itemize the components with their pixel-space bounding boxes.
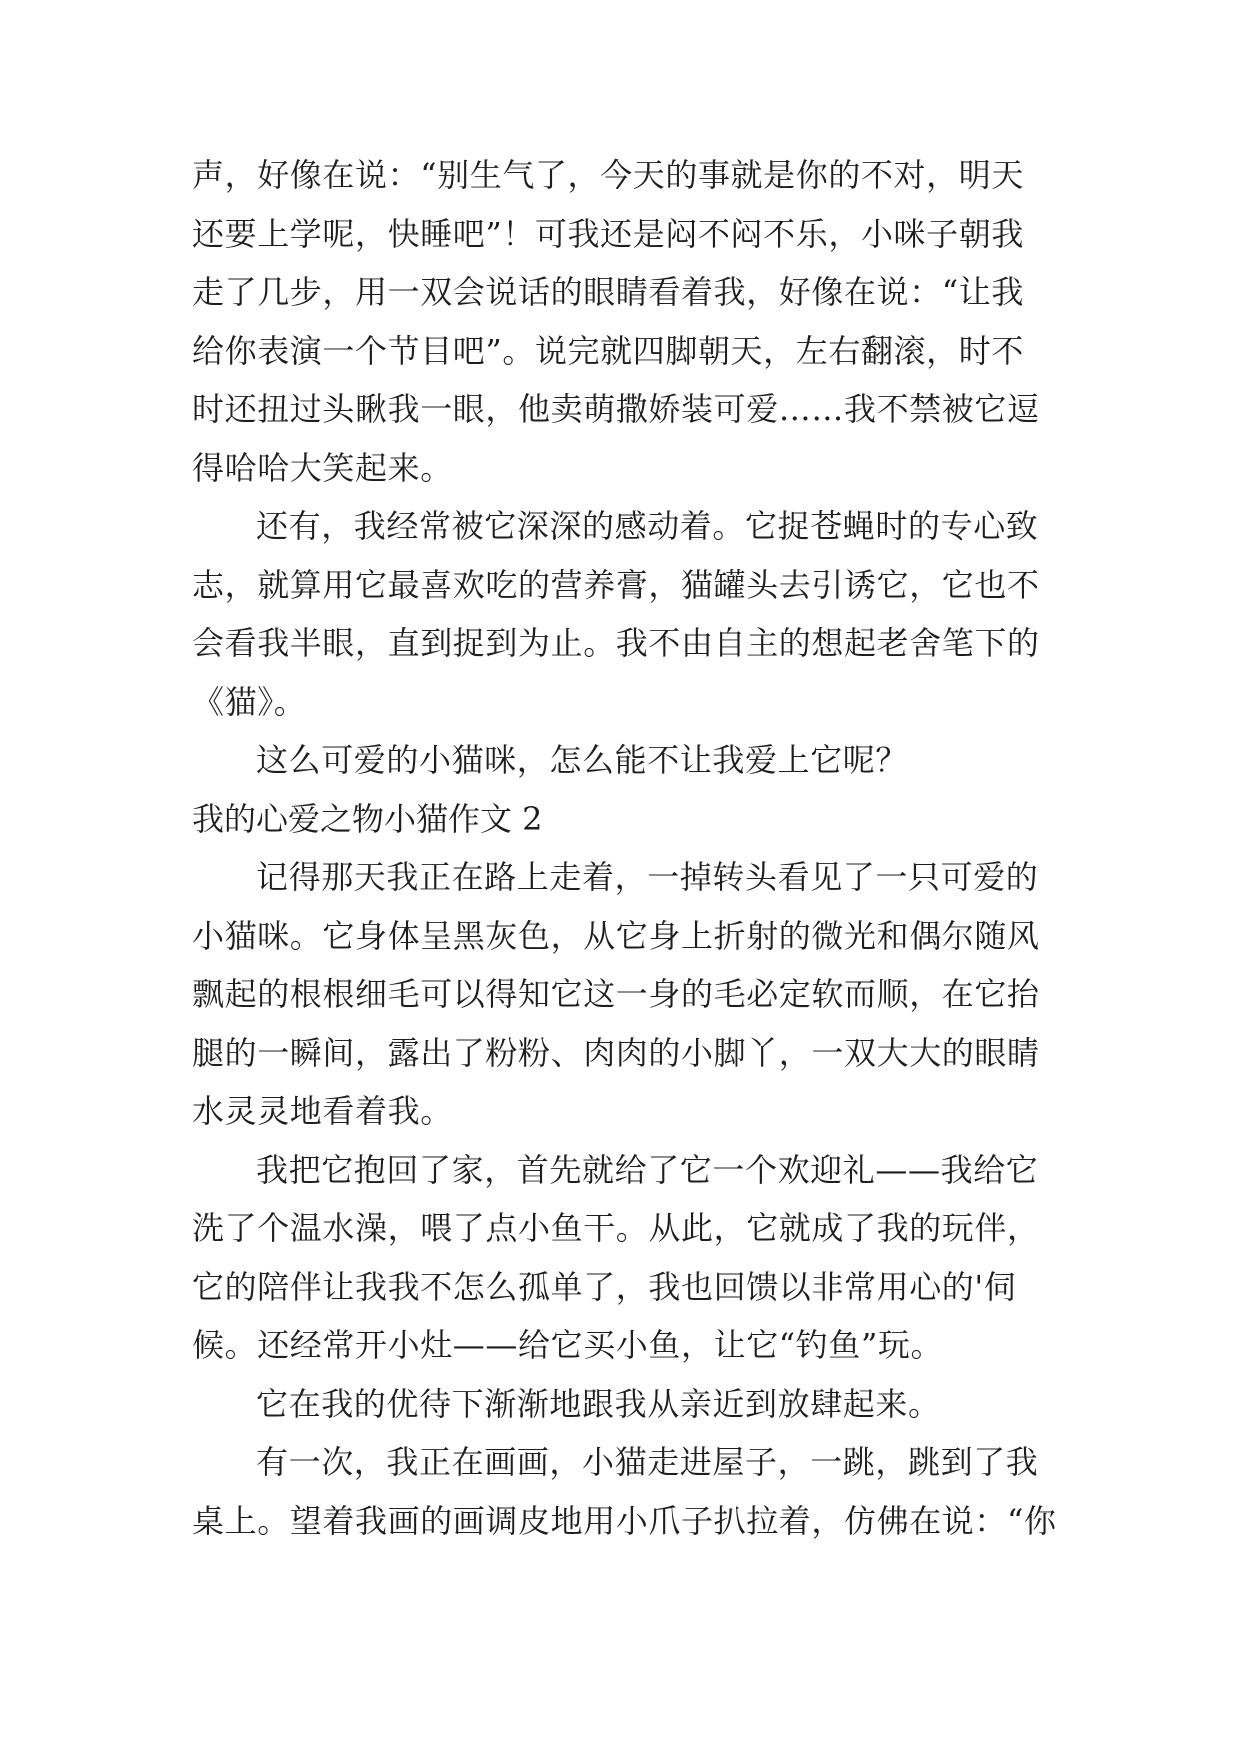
text-line: 《猫》。 bbox=[192, 682, 307, 721]
paragraph bbox=[192, 1141, 1052, 1375]
text-line: 走了几步，用一双会说话的眼睛看着我，好像在说：“让我 bbox=[192, 273, 1024, 311]
document-page bbox=[192, 146, 1057, 1550]
text-line: 它在我的优待下渐渐地跟我从亲近到放肆起来。 bbox=[256, 1384, 941, 1423]
paragraph bbox=[192, 731, 1052, 790]
text-line: 候。还经常开小灶——给它买小鱼，让它“钓鱼”玩。 bbox=[192, 1326, 944, 1364]
text-line: 这么可爱的小猫咪，怎么能不让我爱上它呢？ bbox=[256, 741, 909, 779]
paragraph bbox=[192, 1375, 1052, 1434]
text-line: 它的陪伴让我我不怎么孤单了，我也回馈以非常用心的'伺 bbox=[192, 1267, 1017, 1306]
text-line: 小猫咪。它身体呈黑灰色，从它身上折射的微光和偶尔随风 bbox=[192, 916, 1040, 955]
text-line: 得哈哈大笑起来。 bbox=[192, 448, 453, 487]
text-line: 声，好像在说：“别生气了，今天的事就是你的不对，明天 bbox=[192, 156, 1024, 194]
heading-text: 我的心爱之物小猫作文 2 bbox=[192, 799, 543, 838]
text-line: 给你表演一个节目吧”。说完就四脚朝天，左右翻滚，时不 bbox=[192, 331, 1024, 370]
paragraph bbox=[192, 1433, 1057, 1550]
text-line: 我把它抱回了家，首先就给了它一个欢迎礼——我给它 bbox=[256, 1150, 1039, 1189]
text-line: 洗了个温水澡，喂了点小鱼干。从此，它就成了我的玩伴， bbox=[192, 1209, 1040, 1247]
text-line: 还要上学呢，快睡吧”！可我还是闷不闷不乐，小咪子朝我 bbox=[192, 214, 1024, 253]
paragraph bbox=[192, 497, 1052, 731]
text-line: 腿的一瞬间，露出了粉粉、肉肉的小脚丫，一双大大的眼睛 bbox=[192, 1033, 1040, 1072]
text-line: 还有，我经常被它深深的感动着。它捉苍蝇时的专心致 bbox=[256, 507, 1039, 545]
paragraph bbox=[192, 848, 1052, 1141]
text-line: 会看我半眼，直到捉到为止。我不由自主的想起老舍笔下的 bbox=[192, 624, 1040, 662]
text-line: 记得那天我正在路上走着，一掉转头看见了一只可爱的 bbox=[256, 858, 1039, 896]
text-line: 水灵灵地看着我。 bbox=[192, 1092, 453, 1130]
paragraph bbox=[192, 146, 1052, 497]
text-line: 飘起的根根细毛可以得知它这一身的毛必定软而顺，在它抬 bbox=[192, 975, 1040, 1013]
text-line: 有一次，我正在画画，小猫走进屋子，一跳，跳到了我 bbox=[256, 1443, 1039, 1481]
text-line: 志，就算用它最喜欢吃的营养膏，猫罐头去引诱它，它也不 bbox=[192, 565, 1040, 604]
text-line: 时还扭过头瞅我一眼，他卖萌撒娇装可爱……我不禁被它逗 bbox=[192, 390, 1040, 428]
section-heading bbox=[192, 790, 1052, 849]
text-line: 桌上。望着我画的画调皮地用小爪子扒拉着，仿佛在说：“你 bbox=[192, 1501, 1057, 1540]
